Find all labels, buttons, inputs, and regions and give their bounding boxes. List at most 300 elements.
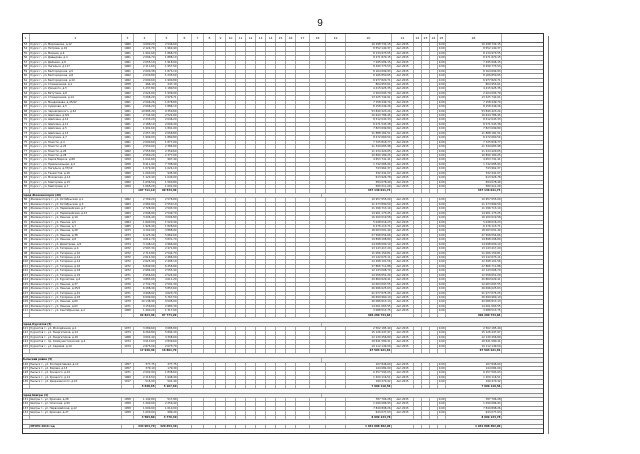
table-cell — [296, 229, 310, 232]
table-cell — [266, 278, 276, 281]
table-cell — [414, 87, 422, 90]
table-cell — [192, 141, 204, 144]
cost-total-cell: 12 143 008,70 — [346, 269, 392, 272]
date-cell: Авг.2015 — [392, 118, 414, 121]
area-living-cell: 1 891,00 — [156, 127, 178, 130]
year-cell: 1917 — [122, 380, 134, 383]
table-cell — [246, 234, 256, 237]
area-living-cell: 1 010,00 — [156, 407, 178, 410]
table-cell — [178, 185, 192, 188]
row-number: 100 — [22, 260, 30, 263]
table-cell — [256, 274, 266, 277]
table-cell — [286, 181, 296, 184]
table-cell — [286, 132, 296, 135]
area-living-cell: 2 976,71 — [156, 96, 178, 99]
table-cell — [246, 402, 256, 405]
table-cell — [286, 336, 296, 339]
table-cell — [414, 229, 422, 232]
date-cell: Авг.2015 — [392, 65, 414, 68]
zero-cell: 0,00 — [438, 238, 445, 242]
table-cell — [226, 234, 236, 237]
table-cell — [236, 371, 246, 374]
cost-total-cell: 8 512 043,33 — [346, 118, 392, 121]
table-cell — [276, 145, 286, 148]
table-cell — [266, 198, 276, 201]
table-cell — [246, 167, 256, 170]
cost-total-cell: 3 088 513,75 — [346, 309, 392, 312]
table-cell — [192, 229, 204, 232]
table-cell — [266, 300, 276, 303]
table-cell — [430, 407, 438, 410]
cost-total-cell: 5 048 016,23 — [346, 221, 392, 224]
address-cell: Курск г., ул. Энгельса, д.117 — [30, 65, 122, 68]
cost-final-cell: 21 077 675,25 — [446, 292, 502, 295]
address-cell: Железногорск г., ул. Гагарина, д.12 — [30, 256, 122, 259]
table-cell — [414, 260, 422, 263]
table-cell — [236, 83, 246, 86]
table-cell — [422, 340, 430, 343]
cost-final-cell: 11 349 683,98 — [446, 145, 502, 148]
table-cell — [256, 349, 266, 352]
table-cell — [256, 132, 266, 135]
address-cell: Рыльск г., ул. Кооперативная, д.12 — [30, 363, 122, 366]
cost-final-cell: 4 653 741,41 — [446, 158, 502, 161]
table-cell — [204, 243, 216, 246]
table-cell — [310, 132, 326, 135]
zero-cell: 0,00 — [438, 171, 445, 175]
area-living-cell: 5 894,30 — [156, 331, 178, 334]
row-number: 122 — [22, 331, 30, 334]
date-cell: Авг.2015 — [392, 198, 414, 201]
table-cell — [276, 47, 286, 50]
date-cell: Авг.2015 — [392, 309, 414, 312]
year-cell: 1958 — [122, 402, 134, 405]
table-cell — [422, 203, 430, 206]
table-cell — [326, 376, 346, 379]
table-cell — [192, 87, 204, 90]
table-cell — [192, 176, 204, 179]
table-cell — [414, 127, 422, 130]
table-cell — [430, 150, 438, 153]
table-cell — [236, 87, 246, 90]
table-cell — [226, 189, 236, 192]
table-cell — [192, 203, 204, 206]
table-cell — [178, 278, 192, 281]
year-cell: 1974 — [122, 340, 134, 343]
table-cell — [430, 181, 438, 184]
table-cell — [236, 331, 246, 334]
area-total-cell: 1 400,20 — [134, 309, 156, 312]
header-cell: 20 — [346, 34, 392, 42]
year-cell: 1961 — [122, 105, 134, 108]
table-cell — [414, 172, 422, 175]
table-cell — [326, 327, 346, 330]
table-cell — [286, 216, 296, 219]
table-cell — [276, 127, 286, 130]
table-cell — [326, 185, 346, 188]
zero-cell: 0,00 — [438, 69, 445, 73]
table-cell — [310, 114, 326, 117]
table-cell — [178, 349, 192, 352]
table-cell — [430, 274, 438, 277]
year-cell: 1971 — [122, 296, 134, 299]
table-cell — [236, 207, 246, 210]
table-cell — [256, 256, 266, 259]
area-living-cell: 1 878,80 — [156, 101, 178, 104]
table-cell — [236, 70, 246, 73]
table-cell — [296, 314, 310, 317]
table-cell — [236, 398, 246, 401]
table-cell — [310, 141, 326, 144]
table-cell — [422, 265, 430, 268]
table-cell — [204, 385, 216, 388]
table-cell — [236, 56, 246, 59]
area-total-cell: 2 055,10 — [134, 61, 156, 64]
table-cell — [178, 123, 192, 126]
table-cell — [286, 243, 296, 246]
area-total-cell: 3 148,10 — [134, 243, 156, 246]
table-cell — [236, 65, 246, 68]
table-cell — [178, 163, 192, 166]
table-cell — [178, 96, 192, 99]
zero-cell: 0,00 — [438, 114, 445, 117]
cost-total-cell: 8 999 133,78 — [346, 416, 392, 419]
address-cell: Железногорск г., ул. Ленина, д.60 — [30, 300, 122, 303]
table-cell — [266, 416, 276, 419]
table-cell — [178, 292, 192, 295]
table-cell — [430, 123, 438, 126]
table-cell — [256, 79, 266, 82]
table-cell — [430, 65, 438, 68]
table-cell — [326, 349, 346, 352]
cost-final-cell: 437 136 011,74 — [446, 189, 502, 192]
address-cell: Курчатов г., ул. Садовая, д.10 — [30, 345, 122, 348]
address-cell: Курск г., ул. Энгельса, д.37/19 — [30, 167, 122, 170]
table-cell — [266, 141, 276, 144]
table-cell — [296, 101, 310, 104]
row-number: 84 — [22, 181, 30, 184]
table-cell — [310, 349, 326, 352]
zero-cell: 0,00 — [438, 82, 445, 86]
table-cell — [256, 367, 266, 370]
year-cell: 1971 — [122, 274, 134, 277]
table-cell — [296, 132, 310, 135]
table-cell — [246, 47, 256, 50]
address-cell: Курск г., ул. Щепкина, д.5 — [30, 127, 122, 130]
zero-cell: 0,00 — [438, 202, 445, 206]
table-cell — [204, 216, 216, 219]
table-cell — [178, 425, 192, 428]
table-cell — [192, 336, 204, 339]
table-cell — [246, 132, 256, 135]
table-cell — [216, 292, 226, 295]
area-living-cell: 2 839,60 — [156, 340, 178, 343]
table-cell — [326, 331, 346, 334]
table-cell — [414, 207, 422, 210]
table-cell — [430, 278, 438, 281]
table-cell — [204, 371, 216, 374]
area-living-cell: 2 591,30 — [156, 283, 178, 286]
date-cell: Авг.2015 — [392, 158, 414, 161]
area-living-cell: 501,40 — [156, 380, 178, 383]
table-cell — [266, 296, 276, 299]
area-total-cell: 1 999,00 — [134, 136, 156, 139]
table-cell — [236, 225, 246, 228]
table-cell — [266, 407, 276, 410]
table-cell — [216, 376, 226, 379]
table-cell — [246, 331, 256, 334]
table-cell — [192, 110, 204, 113]
row-number: 91 — [22, 221, 30, 224]
year-cell: 1958 — [122, 398, 134, 401]
table-cell — [266, 221, 276, 224]
table-cell — [310, 274, 326, 277]
table-cell — [226, 203, 236, 206]
table-cell — [178, 65, 192, 68]
table-cell — [438, 349, 446, 352]
table-cell — [204, 127, 216, 130]
table-cell — [276, 425, 286, 428]
table-cell — [276, 380, 286, 383]
zero-cell: 0,00 — [438, 362, 445, 366]
table-cell — [204, 314, 216, 317]
table-cell — [204, 145, 216, 148]
table-cell — [256, 327, 266, 330]
table-cell — [414, 380, 422, 383]
table-cell — [216, 327, 226, 330]
header-cell: 23 — [422, 34, 430, 42]
table-cell — [276, 114, 286, 117]
area-total-cell: 3 206,40 — [134, 216, 156, 219]
table-cell — [296, 61, 310, 64]
table-cell — [256, 305, 266, 308]
table-cell — [204, 65, 216, 68]
header-cell: 8 — [204, 34, 216, 42]
table-cell — [178, 105, 192, 108]
table-cell — [216, 47, 226, 50]
table-cell — [296, 181, 310, 184]
table-cell — [226, 43, 236, 46]
address-cell: Железногорск г., ул. Ленина, д.63 — [30, 305, 122, 308]
table-cell — [178, 300, 192, 303]
table-cell — [286, 331, 296, 334]
cost-total-cell: 144 084,00 — [346, 367, 392, 370]
cost-total-cell: 26 699 960,10 — [346, 296, 392, 299]
table-cell — [422, 74, 430, 77]
table-cell — [236, 52, 246, 55]
date-cell: Авг.2015 — [392, 292, 414, 295]
area-living-cell: 1 838,60 — [156, 371, 178, 374]
address-cell: Курск г., ул. Танкистов, д.16 — [30, 172, 122, 175]
table-cell — [256, 181, 266, 184]
area-total-cell: 2 555,80 — [134, 150, 156, 153]
table-cell — [216, 43, 226, 46]
table-cell — [236, 385, 246, 388]
table-cell — [430, 136, 438, 139]
table-cell — [246, 127, 256, 130]
header-cell: 5 — [156, 34, 178, 42]
table-cell — [266, 56, 276, 59]
year-cell: 1960 — [122, 176, 134, 179]
table-cell — [422, 229, 430, 232]
table-cell — [276, 110, 286, 113]
table-cell — [246, 79, 256, 82]
cost-total-cell: 11 888 181,51 — [346, 132, 392, 135]
table-cell — [422, 56, 430, 59]
cost-final-cell: 12 130 456,80 — [446, 336, 502, 339]
cost-total-cell: 19 112 149,00 — [346, 345, 392, 348]
table-cell — [192, 105, 204, 108]
table-cell — [296, 336, 310, 339]
table-cell — [204, 181, 216, 184]
table-cell — [430, 363, 438, 366]
table-cell — [236, 96, 246, 99]
table-cell — [296, 105, 310, 108]
area-living-cell: 2 359,60 — [156, 150, 178, 153]
address-cell: Железногорск г., ул. Ленина, д.5 — [30, 221, 122, 224]
table-cell — [414, 132, 422, 135]
zero-cell: 0,00 — [438, 207, 445, 211]
table-cell — [204, 229, 216, 232]
table-cell — [310, 300, 326, 303]
date-cell: Авг.2015 — [392, 212, 414, 215]
table-cell — [204, 163, 216, 166]
area-total-cell: 466,10 — [134, 83, 156, 86]
table-cell — [204, 114, 216, 117]
year-cell: 1961 — [122, 136, 134, 139]
table-cell — [256, 287, 266, 290]
table-cell — [236, 43, 246, 46]
table-cell — [204, 158, 216, 161]
table-cell — [310, 296, 326, 299]
table-cell — [236, 287, 246, 290]
table-cell — [226, 141, 236, 144]
date-cell: Авг.2015 — [392, 340, 414, 343]
table-cell — [286, 154, 296, 157]
area-living-cell: 2 542,70 — [156, 252, 178, 255]
table-cell — [310, 225, 326, 228]
table-cell — [326, 127, 346, 130]
table-cell — [226, 221, 236, 224]
table-cell — [226, 300, 236, 303]
area-total-cell: 1 000,00 — [134, 411, 156, 414]
table-cell — [326, 141, 346, 144]
table-cell — [310, 256, 326, 259]
table-cell — [226, 65, 236, 68]
table-cell — [310, 314, 326, 317]
area-living-cell: 5 853,60 — [156, 287, 178, 290]
table-cell — [226, 380, 236, 383]
table-cell — [266, 283, 276, 286]
cost-final-cell: 5 048 016,23 — [446, 221, 502, 224]
table-cell — [178, 367, 192, 370]
table-cell — [414, 123, 422, 126]
table-cell — [310, 198, 326, 201]
cost-final-cell: 7 823 099,80 — [446, 127, 502, 130]
table-cell — [430, 336, 438, 339]
table-cell — [414, 309, 422, 312]
cost-total-cell: 8 134 973,55 — [346, 52, 392, 55]
header-cell: 11 — [236, 34, 246, 42]
row-number: 69 — [22, 114, 30, 117]
table-cell — [286, 402, 296, 405]
table-cell — [226, 176, 236, 179]
table-cell — [286, 314, 296, 317]
cost-final-cell: 804 953,61 — [446, 83, 502, 86]
table-cell — [276, 154, 286, 157]
area-living-cell: 7 798,90 — [156, 163, 178, 166]
table-cell — [178, 167, 192, 170]
header-cell: 19 — [326, 34, 346, 42]
table-cell — [204, 265, 216, 268]
address-cell: Курск г., ул. Дейнеки, д.8 — [30, 61, 122, 64]
area-living-cell: 2 046,20 — [156, 118, 178, 121]
table-cell — [422, 425, 430, 428]
year-cell: 1960 — [122, 43, 134, 46]
area-total-cell: 4 583,80 — [134, 416, 156, 419]
table-cell — [430, 79, 438, 82]
table-cell — [414, 52, 422, 55]
table-cell — [192, 114, 204, 117]
table-cell — [266, 425, 276, 428]
table-cell — [422, 127, 430, 130]
table-cell — [22, 385, 30, 388]
table-cell — [422, 110, 430, 113]
table-cell — [276, 274, 286, 277]
table-cell — [276, 376, 286, 379]
table-cell — [414, 234, 422, 237]
table-cell — [276, 216, 286, 219]
area-living-cell: 2 550,10 — [156, 203, 178, 206]
table-cell — [204, 234, 216, 237]
row-number: 74 — [22, 136, 30, 139]
table-cell — [226, 425, 236, 428]
table-cell — [422, 416, 430, 419]
date-cell: Авг.2015 — [392, 43, 414, 46]
area-living-cell: 1 948,40 — [156, 376, 178, 379]
date-cell: Авг.2015 — [392, 252, 414, 255]
table-cell — [296, 252, 310, 255]
table-cell — [246, 65, 256, 68]
table-cell — [414, 79, 422, 82]
table-cell — [430, 70, 438, 73]
date-cell: Авг.2015 — [392, 371, 414, 374]
table-cell — [226, 150, 236, 153]
table-cell — [422, 167, 430, 170]
table-cell — [276, 398, 286, 401]
date-cell: Авг.2015 — [392, 56, 414, 59]
table-cell — [326, 287, 346, 290]
cost-total-cell: 10 644 786,45 — [346, 114, 392, 117]
table-cell — [226, 238, 236, 241]
table-cell — [216, 65, 226, 68]
table-cell — [236, 292, 246, 295]
table-cell — [266, 225, 276, 228]
row-number: 99 — [22, 256, 30, 259]
table-cell — [236, 309, 246, 312]
cost-total-cell: 7 849 898,26 — [346, 407, 392, 410]
table-cell — [310, 278, 326, 281]
year-cell: 1973 — [122, 229, 134, 232]
table-cell — [246, 52, 256, 55]
cost-final-cell: 26 699 960,10 — [446, 296, 502, 299]
table-cell — [326, 300, 346, 303]
table-cell — [310, 87, 326, 90]
address-cell: Щигры г., ул. Красная, д.27 — [30, 411, 122, 414]
table-cell — [178, 216, 192, 219]
table-cell — [256, 158, 266, 161]
table-cell — [296, 198, 310, 201]
